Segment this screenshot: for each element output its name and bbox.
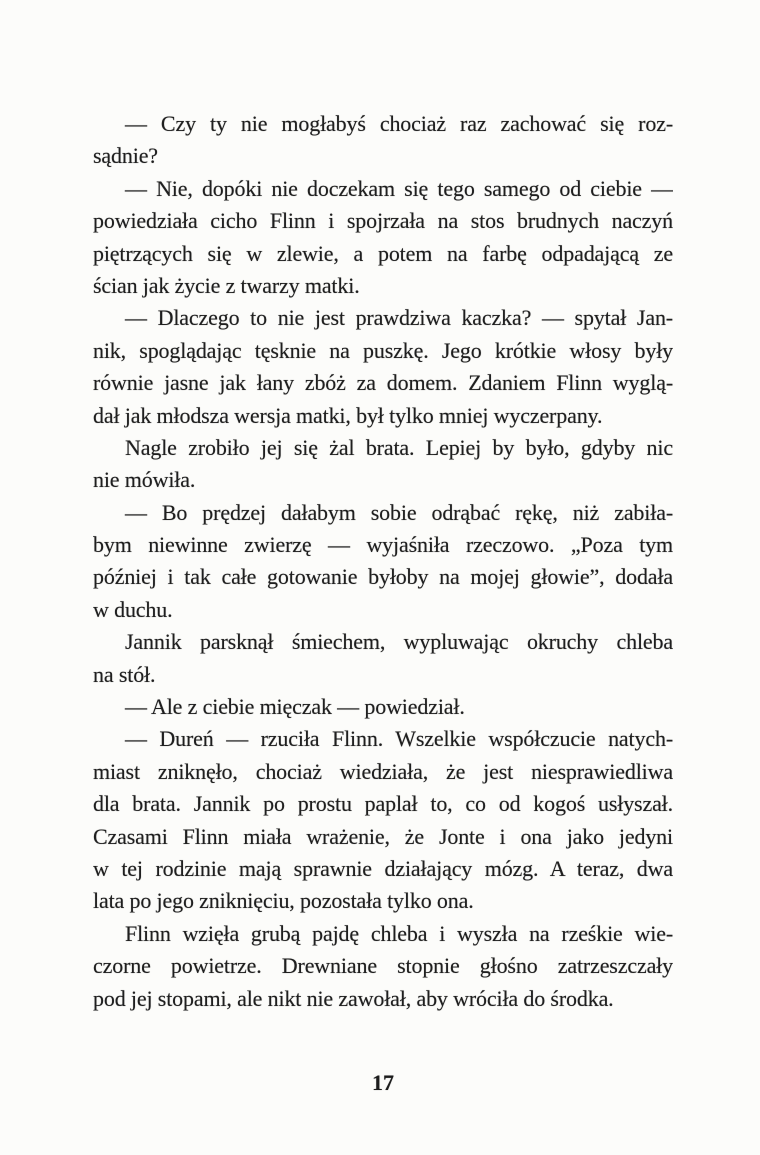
text-line: ścian jak życie z twarzy matki. (93, 272, 360, 298)
text-line: Czasami Flinn miała wrażenie, że Jonte i ona jako jedyni (93, 823, 673, 849)
text-line: — Ale z ciebie mięczak — powiedział. (125, 694, 465, 720)
page-number: 17 (372, 1070, 394, 1095)
text-line: w duchu. (93, 596, 173, 622)
text-line: miast zniknęło, chociaż wiedziała, że jest niesprawiedliwa (93, 758, 673, 784)
text-line: Nagle zrobiło jej się żal brata. Lepiej by było, gdyby nic (125, 434, 673, 460)
text-line: — Nie, dopóki nie doczekam się tego samego od ciebie — (125, 175, 673, 201)
text-line: nie mówiła. (93, 467, 196, 493)
text-line: dla brata. Jannik po prostu paplał to, co od kogoś usłyszał. (93, 791, 673, 817)
page-text (93, 108, 673, 1015)
text-line: bym niewinne zwierzę — wyjaśniła rzeczowo. „Poza tym (93, 532, 673, 558)
text-line: — Bo prędzej dałabym sobie odrąbać rękę, niż zabiła- (125, 499, 673, 525)
text-line: na stół. (93, 661, 156, 687)
text-line: czorne powietrze. Drewniane stopnie głośno zatrzeszczały (93, 953, 673, 979)
text-line: — Czy ty nie mogłabyś chociaż raz zachować się roz- (125, 111, 673, 136)
text-line: Flinn wzięła grubą pajdę chleba i wyszła na rześkie wie- (125, 920, 673, 946)
text-line: Jannik parsknął śmiechem, wypluwając okruchy chleba (125, 629, 673, 655)
text-line: nik, spoglądając tęsknie na puszkę. Jego krótkie włosy były (93, 337, 673, 363)
text-line: lata po jego zniknięciu, pozostała tylko ona. (93, 888, 474, 914)
text-line: dał jak młodsza wersja matki, był tylko mniej wyczerpany. (93, 402, 603, 428)
text-line: piętrzących się w zlewie, a potem na farbę odpadającą ze (93, 240, 673, 266)
text-line: pod jej stopami, ale nikt nie zawołał, aby wróciła do środka. (93, 985, 614, 1011)
text-line: — Dlaczego to nie jest prawdziwa kaczka? — spytał Jan- (125, 305, 673, 331)
text-line: — Dureń — rzuciła Flinn. Wszelkie współczucie natych- (125, 726, 673, 752)
text-line: później i tak całe gotowanie byłoby na mojej głowie”, dodała (93, 564, 673, 590)
text-line: sądnie? (93, 143, 158, 169)
text-line: powiedziała cicho Flinn i spojrzała na stos brudnych naczyń (93, 208, 673, 234)
text-line: równie jasne jak łany zbóż za domem. Zdaniem Flinn wyglą- (93, 370, 673, 396)
text-line: w tej rodzinie mają sprawnie działający mózg. A teraz, dwa (93, 855, 673, 881)
